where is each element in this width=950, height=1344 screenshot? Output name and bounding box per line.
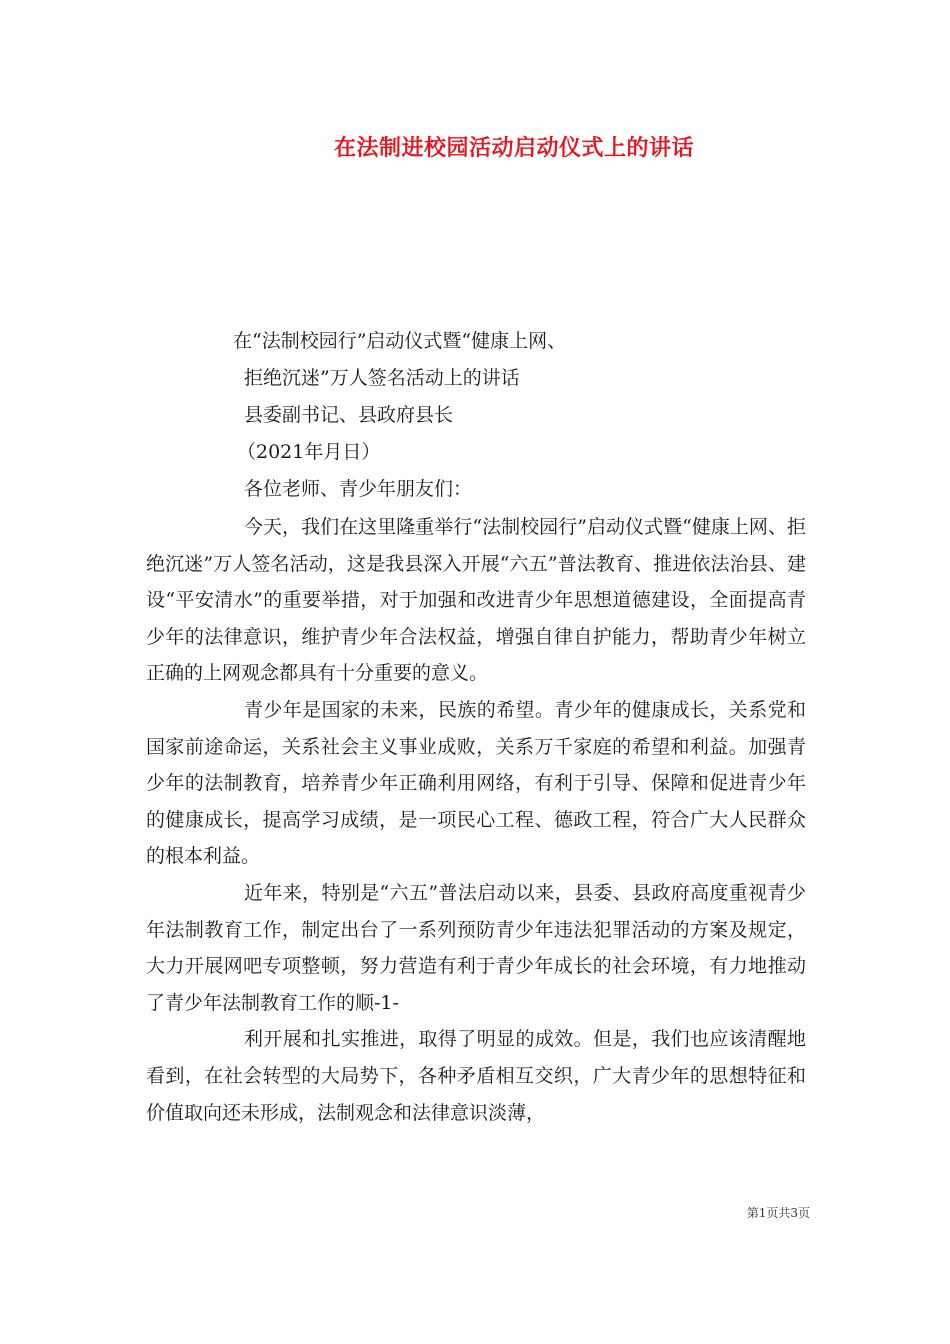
salutation-line: 各位老师、青少年朋友们：: [244, 478, 473, 500]
heading-line-1: 在“法制校园行”启动仪式暨“健康上网、: [233, 330, 567, 352]
heading-line-2: 拒绝沉迷”万人签名活动上的讲话: [244, 367, 520, 389]
paragraph-2: 青少年是国家的未来，民族的希望。青少年的健康成长，关系党和国家前途命运，关系社会主义事业成败，关系万千家庭的希望和利益。加强青少年的法制教育，培养青少年正确利用网络，有利于引导、保障和促进青少年的健康成长，提高学习成绩，是一项民心工程、德政工程，符合广大人民群众的根本利益。: [146, 698, 806, 868]
paragraph-1: 今天，我们在这里隆重举行“法制校园行”启动仪式暨“健康上网、拒绝沉迷”万人签名活动，这是我县深入开展“六五”普法教育、推进依法治县、建设“平安清水”的重要举措，对于加强和改进青少年思想道德建设，全面提高青少年的法律意识，维护青少年合法权益，增强自律自护能力，帮助青少年树立正确的上网观念都具有十分重要的意义。: [146, 516, 806, 685]
document-title: 在法制进校园活动启动仪式上的讲话: [333, 135, 694, 161]
paragraph-3: 近年来，特别是“六五”普法启动以来，县委、县政府高度重视青少年法制教育工作，制定出台了一系列预防青少年违法犯罪活动的方案及规定，大力开展网吧专项整顿，努力营造有利于青少年成长的社会环境，有力地推动了青少年法制教育工作的顺-1-: [146, 881, 806, 1014]
paragraph-4: 利开展和扎实推进，取得了明显的成效。但是，我们也应该清醒地看到，在社会转型的大局势下，各种矛盾相互交织，广大青少年的思想特征和价值取向还未形成，法制观念和法律意识淡薄，: [146, 1028, 806, 1124]
page-number: 第1页共3页: [746, 1206, 810, 1220]
speaker-line: 县委副书记、县政府县长: [244, 404, 454, 426]
date-line: （2021年月日）: [237, 441, 381, 463]
speech-body: [146, 509, 806, 1131]
